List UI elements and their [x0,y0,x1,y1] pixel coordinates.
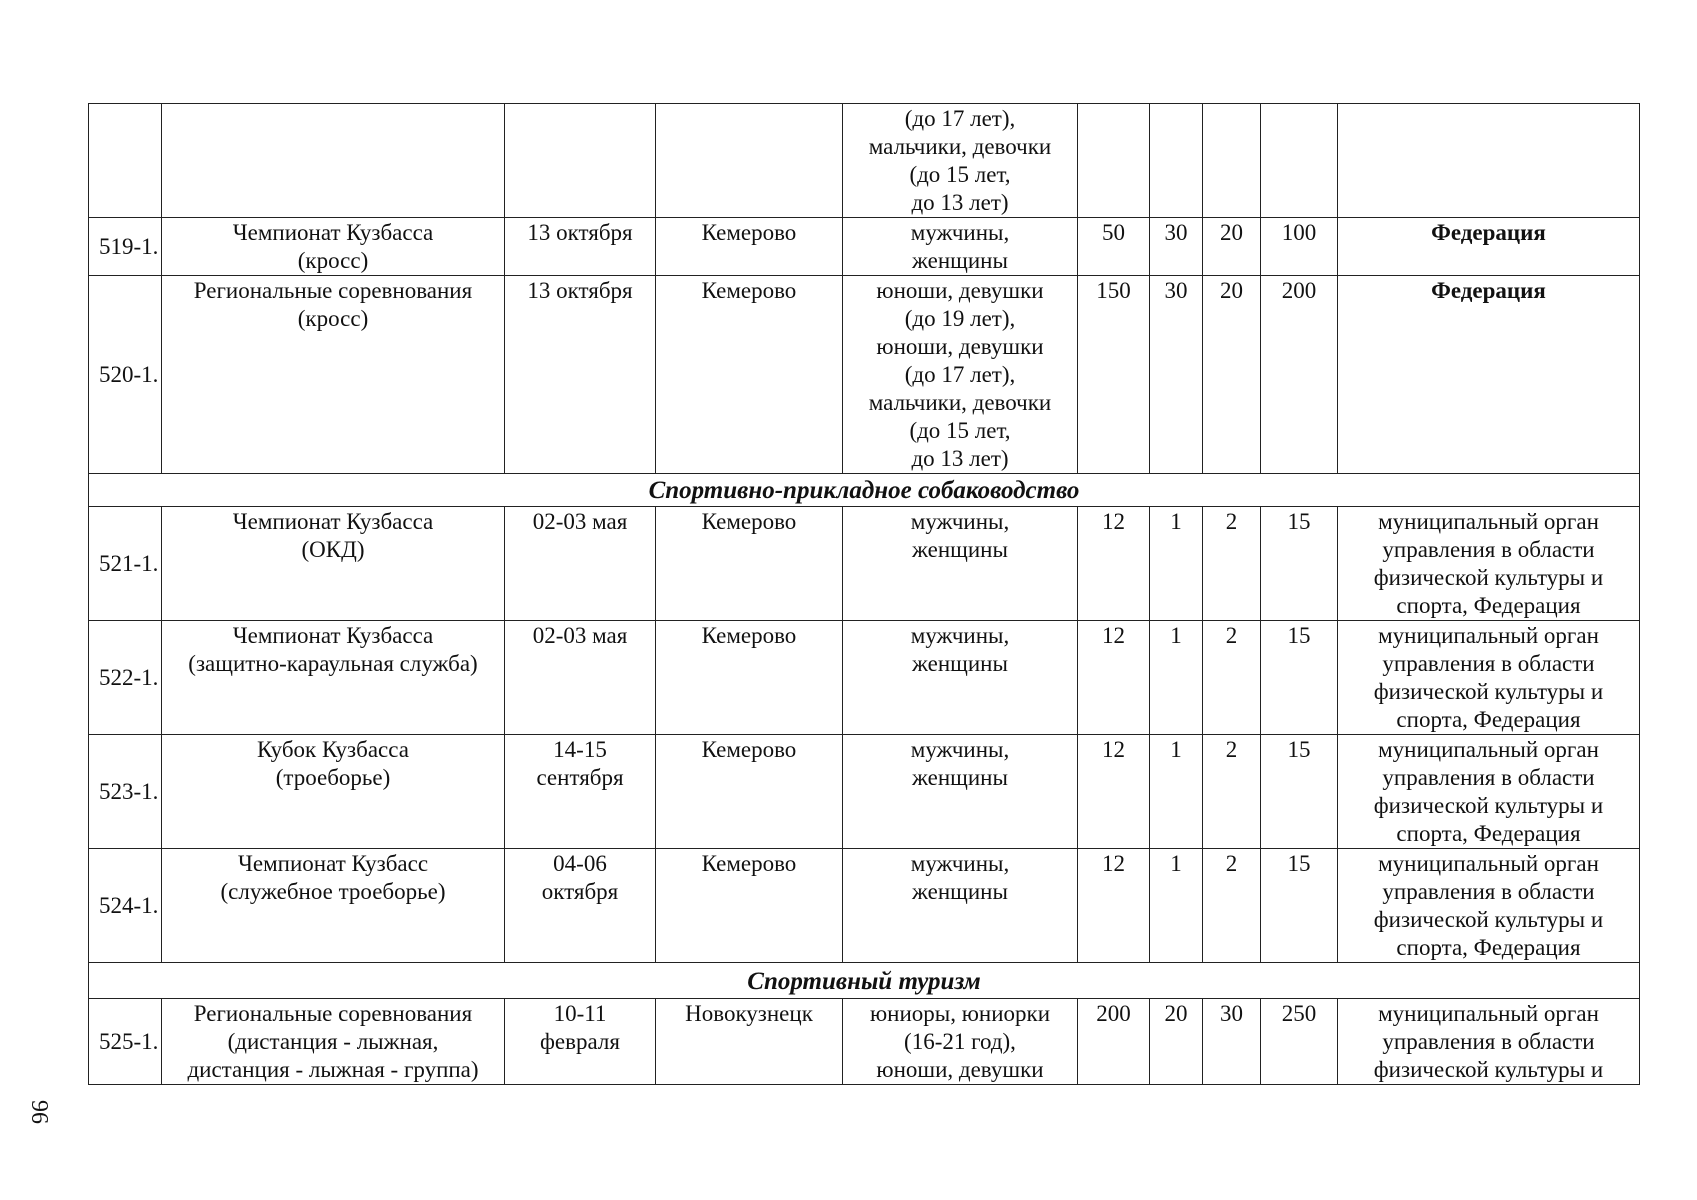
cell-c3: 20 [1203,276,1261,474]
cell-participants: мужчины, женщины [843,849,1078,963]
cell-c1: 12 [1078,849,1150,963]
cell-org: Федерация [1338,218,1640,276]
cell-place: Новокузнецк [656,999,843,1085]
cell-date: 13 октября [505,218,656,276]
cell-org: Федерация [1338,276,1640,474]
cell-c3: 2 [1203,849,1261,963]
cell-c2: 1 [1150,735,1203,849]
cell-c1: 50 [1078,218,1150,276]
cell-place [656,104,843,218]
table-row [89,276,1640,474]
table-row [89,849,1640,963]
cell-date: 02-03 мая [505,507,656,621]
cell-total: 15 [1261,621,1338,735]
cell-c2: 30 [1150,218,1203,276]
cell-c1: 12 [1078,735,1150,849]
cell-c2: 1 [1150,621,1203,735]
section-title: Спортивный туризм [89,963,1640,999]
cell-c2: 1 [1150,849,1203,963]
cell-name: Региональные соревнования (дистанция - лыжная, дистанция - лыжная - группа) [162,999,505,1085]
cell-num: 522-1. [89,621,162,735]
cell-org: муниципальный орган управления в области физической культуры и спорта, Федерация [1338,621,1640,735]
cell-date: 02-03 мая [505,621,656,735]
cell-org: муниципальный орган управления в области физической культуры и [1338,999,1640,1085]
table-row [89,999,1640,1085]
cell-c3: 20 [1203,218,1261,276]
cell-participants: юниоры, юниорки (16-21 год), юноши, девушки [843,999,1078,1085]
table-row [89,507,1640,621]
cell-date [505,104,656,218]
cell-c3: 2 [1203,735,1261,849]
cell-num: 523-1. [89,735,162,849]
cell-c1: 12 [1078,507,1150,621]
section-header-row [89,963,1640,999]
events-table-body [89,104,1640,1085]
cell-total: 100 [1261,218,1338,276]
cell-name: Региональные соревнования (кросс) [162,276,505,474]
cell-c3: 2 [1203,621,1261,735]
cell-participants: (до 17 лет), мальчики, девочки (до 15 лет, до 13 лет) [843,104,1078,218]
table-row [89,735,1640,849]
cell-name: Чемпионат Кузбасса (ОКД) [162,507,505,621]
cell-name: Чемпионат Кузбасса (кросс) [162,218,505,276]
cell-participants: юноши, девушки (до 19 лет), юноши, девушки (до 17 лет), мальчики, девочки (до 15 лет, до 13 лет) [843,276,1078,474]
cell-c1: 200 [1078,999,1150,1085]
cell-place: Кемерово [656,218,843,276]
cell-place: Кемерово [656,735,843,849]
cell-c2: 30 [1150,276,1203,474]
cell-num: 521-1. [89,507,162,621]
page-number: 96 [26,1100,52,1124]
cell-num: 519-1. [89,218,162,276]
cell-c2 [1150,104,1203,218]
cell-num: 520-1. [89,276,162,474]
cell-total: 200 [1261,276,1338,474]
cell-c2: 20 [1150,999,1203,1085]
cell-participants: мужчины, женщины [843,735,1078,849]
cell-total: 15 [1261,849,1338,963]
section-header-row [89,474,1640,507]
events-table [88,103,1640,1085]
cell-participants: мужчины, женщины [843,621,1078,735]
cell-org: муниципальный орган управления в области физической культуры и спорта, Федерация [1338,849,1640,963]
cell-participants: мужчины, женщины [843,507,1078,621]
cell-date: 04-06 октября [505,849,656,963]
cell-total: 15 [1261,507,1338,621]
cell-org [1338,104,1640,218]
table-row [89,104,1640,218]
cell-c1 [1078,104,1150,218]
cell-name [162,104,505,218]
cell-org: муниципальный орган управления в области физической культуры и спорта, Федерация [1338,507,1640,621]
cell-place: Кемерово [656,621,843,735]
cell-c3: 30 [1203,999,1261,1085]
cell-num: 525-1. [89,999,162,1085]
section-title: Спортивно-прикладное собаководство [89,474,1640,507]
cell-c3 [1203,104,1261,218]
cell-place: Кемерово [656,507,843,621]
cell-total: 250 [1261,999,1338,1085]
cell-total: 15 [1261,735,1338,849]
cell-c2: 1 [1150,507,1203,621]
table-row [89,218,1640,276]
cell-num: 524-1. [89,849,162,963]
cell-c1: 150 [1078,276,1150,474]
cell-name: Кубок Кузбасса (троеборье) [162,735,505,849]
cell-date: 14-15 сентября [505,735,656,849]
cell-date: 13 октября [505,276,656,474]
cell-participants: мужчины, женщины [843,218,1078,276]
cell-c1: 12 [1078,621,1150,735]
cell-place: Кемерово [656,849,843,963]
cell-num [89,104,162,218]
cell-name: Чемпионат Кузбасса (защитно-караульная служба) [162,621,505,735]
cell-place: Кемерово [656,276,843,474]
table-row [89,621,1640,735]
cell-name: Чемпионат Кузбасс (служебное троеборье) [162,849,505,963]
cell-date: 10-11 февраля [505,999,656,1085]
cell-org: муниципальный орган управления в области физической культуры и спорта, Федерация [1338,735,1640,849]
cell-c3: 2 [1203,507,1261,621]
cell-total [1261,104,1338,218]
